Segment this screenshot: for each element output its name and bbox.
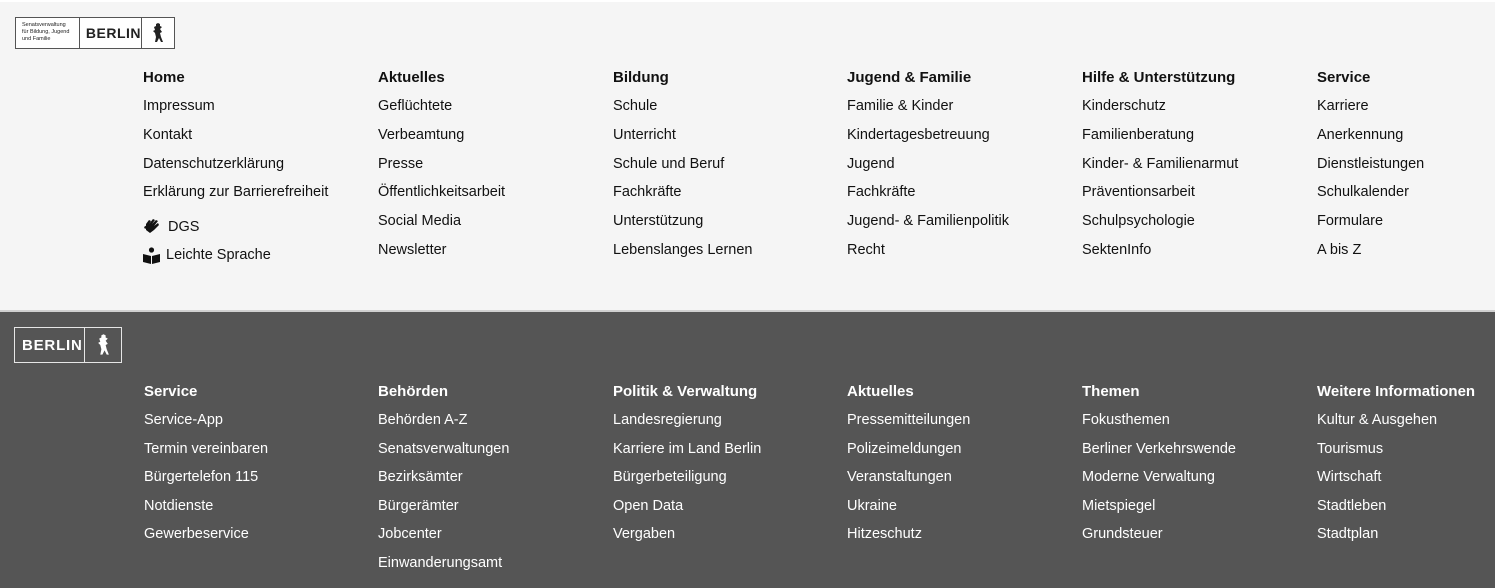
footer-column-bildung	[613, 69, 752, 270]
column-title: Aktuelles	[378, 69, 445, 86]
column-title: Service	[144, 383, 198, 400]
column-title: Themen	[1082, 383, 1140, 400]
column-title: Aktuelles	[847, 383, 914, 400]
footer-link[interactable]: Notdienste	[144, 497, 214, 514]
footer-link[interactable]: Veranstaltungen	[847, 469, 952, 485]
footer-link[interactable]: Kindertagesbetreuung	[847, 126, 990, 143]
footer-link[interactable]: Familie & Kinder	[847, 98, 954, 114]
footer-column-behoerden	[378, 383, 509, 582]
footer-column-aktuelles	[378, 69, 505, 270]
footer-link[interactable]: Karriere	[1317, 98, 1369, 114]
footer-link[interactable]: Gewerbeservice	[144, 526, 249, 542]
footer-link[interactable]: Kinder- & Familienarmut	[1082, 155, 1239, 172]
footer-link[interactable]: Wirtschaft	[1317, 469, 1382, 485]
column-title: Hilfe & Unterstützung	[1082, 69, 1236, 86]
footer-column-politik-verwaltung	[613, 383, 761, 554]
footer-link[interactable]: Impressum	[143, 98, 215, 114]
sign-language-icon	[143, 218, 162, 235]
footer-link[interactable]: Recht	[847, 241, 885, 258]
footer-column-home	[143, 69, 328, 270]
footer-column-hilfe-unterstuetzung	[1082, 69, 1238, 270]
footer-link[interactable]: Familienberatung	[1082, 126, 1195, 143]
footer-link[interactable]: Vergaben	[613, 526, 676, 542]
footer-link[interactable]: Social Media	[378, 213, 462, 230]
footer-link[interactable]: Unterricht	[613, 126, 676, 143]
footer-link-label: DGS	[168, 218, 200, 235]
footer-link[interactable]: Einwanderungsamt	[378, 554, 503, 571]
footer-link[interactable]: Kinderschutz	[1082, 98, 1166, 114]
footer-link[interactable]: Senatsverwaltungen	[378, 440, 510, 457]
footer-link[interactable]: SektenInfo	[1082, 241, 1152, 258]
footer-link[interactable]: Landesregierung	[613, 412, 722, 428]
footer-link[interactable]: Service-App	[144, 412, 223, 428]
footer-column-aktuelles	[847, 383, 970, 554]
easy-language-icon	[143, 247, 160, 264]
footer-link[interactable]: Moderne Verwaltung	[1082, 469, 1215, 485]
footer-link[interactable]: Termin vereinbaren	[144, 440, 269, 457]
column-title: Service	[1317, 69, 1371, 86]
berlin-logo[interactable]	[14, 327, 122, 363]
footer-link[interactable]: Pressemitteilungen	[847, 412, 971, 428]
footer-column-service	[1317, 69, 1424, 270]
footer-link[interactable]: Formulare	[1317, 213, 1384, 230]
footer-link[interactable]: Stadtplan	[1317, 526, 1379, 542]
logo-text-line: und Familie	[22, 36, 51, 42]
footer-link[interactable]: Jugend- & Familienpolitik	[847, 213, 1009, 230]
footer-link[interactable]: Schule	[613, 98, 658, 114]
footer-link[interactable]: Kontakt	[143, 126, 193, 143]
berlin-bear-icon	[85, 328, 121, 362]
footer-link[interactable]: Anerkennung	[1317, 126, 1404, 143]
footer-link[interactable]: Verbeamtung	[378, 126, 465, 143]
footer-link[interactable]: Polizeimeldungen	[847, 440, 962, 457]
footer-link[interactable]: Bürgerämter	[378, 497, 459, 514]
footer-link[interactable]: Stadtleben	[1317, 497, 1387, 514]
berlin-wordmark: BERLIN	[80, 18, 142, 48]
column-title: Behörden	[378, 383, 449, 400]
column-title: Bildung	[613, 69, 669, 86]
footer-link[interactable]: Schulpsychologie	[1082, 213, 1195, 230]
footer-link[interactable]: Open Data	[613, 497, 684, 514]
footer-link[interactable]: Mietspiegel	[1082, 497, 1156, 514]
footer-link[interactable]: Geflüchtete	[378, 98, 453, 114]
footer-link[interactable]: Tourismus	[1317, 440, 1384, 457]
footer-link[interactable]: Karriere im Land Berlin	[613, 440, 762, 457]
footer-link[interactable]: Newsletter	[378, 241, 447, 258]
berlin-wordmark: BERLIN	[15, 328, 85, 362]
footer-link[interactable]: Bürgerbeteiligung	[613, 469, 727, 485]
footer-link[interactable]: Hitzeschutz	[847, 526, 922, 542]
footer-link[interactable]: Lebenslanges Lernen	[613, 241, 753, 258]
footer-column-service	[144, 383, 268, 554]
footer-link[interactable]: Jugend	[847, 155, 895, 172]
footer-link[interactable]: Bürgertelefon 115	[144, 469, 259, 485]
footer-link[interactable]: Öffentlichkeitsarbeit	[378, 184, 506, 201]
footer-link[interactable]: Bezirksämter	[378, 469, 463, 485]
footer-link[interactable]: Presse	[378, 155, 424, 172]
footer-column-weitere-informationen	[1317, 383, 1475, 554]
footer-link[interactable]: Behörden A-Z	[378, 412, 468, 428]
footer-link[interactable]: Schulkalender	[1317, 184, 1409, 201]
logo-text-line: für Bildung, Jugend	[22, 29, 70, 35]
footer-column-jugend-familie	[847, 69, 1009, 270]
column-title: Weitere Informationen	[1317, 383, 1476, 400]
footer-link[interactable]: Unterstützung	[613, 213, 704, 230]
footer-link-label: Leichte Sprache	[166, 247, 271, 264]
berlin-bear-icon	[142, 18, 174, 48]
footer-link-leichte-sprache[interactable]	[143, 241, 328, 270]
footer-link[interactable]: Präventionsarbeit	[1082, 184, 1195, 201]
footer-link[interactable]: A bis Z	[1317, 241, 1362, 258]
senatsverwaltung-logo[interactable]	[15, 17, 175, 49]
footer-link[interactable]: Fokusthemen	[1082, 412, 1170, 428]
footer-link[interactable]: Fachkräfte	[847, 184, 916, 201]
footer-link[interactable]: Grundsteuer	[1082, 526, 1163, 542]
column-title: Home	[143, 69, 185, 86]
footer-link[interactable]: Schule und Beruf	[613, 155, 725, 172]
footer-link[interactable]: Fachkräfte	[613, 184, 682, 201]
footer-link[interactable]: Dienstleistungen	[1317, 155, 1425, 172]
footer-link[interactable]: Ukraine	[847, 497, 897, 514]
footer-link-dgs[interactable]	[143, 212, 328, 241]
footer-link[interactable]: Kultur & Ausgehen	[1317, 412, 1438, 428]
footer-link[interactable]: Datenschutzerklärung	[143, 155, 285, 172]
footer-link[interactable]: Jobcenter	[378, 526, 442, 542]
column-title: Jugend & Familie	[847, 69, 972, 86]
logo-text-line: Senatsverwaltung	[22, 22, 66, 28]
column-title: Politik & Verwaltung	[613, 383, 758, 400]
senatsverwaltung-logo-text	[16, 18, 80, 48]
footer-link[interactable]: Erklärung zur Barrierefreiheit	[143, 184, 329, 201]
footer-column-themen	[1082, 383, 1236, 554]
footer-link[interactable]: Berliner Verkehrswende	[1082, 440, 1236, 457]
